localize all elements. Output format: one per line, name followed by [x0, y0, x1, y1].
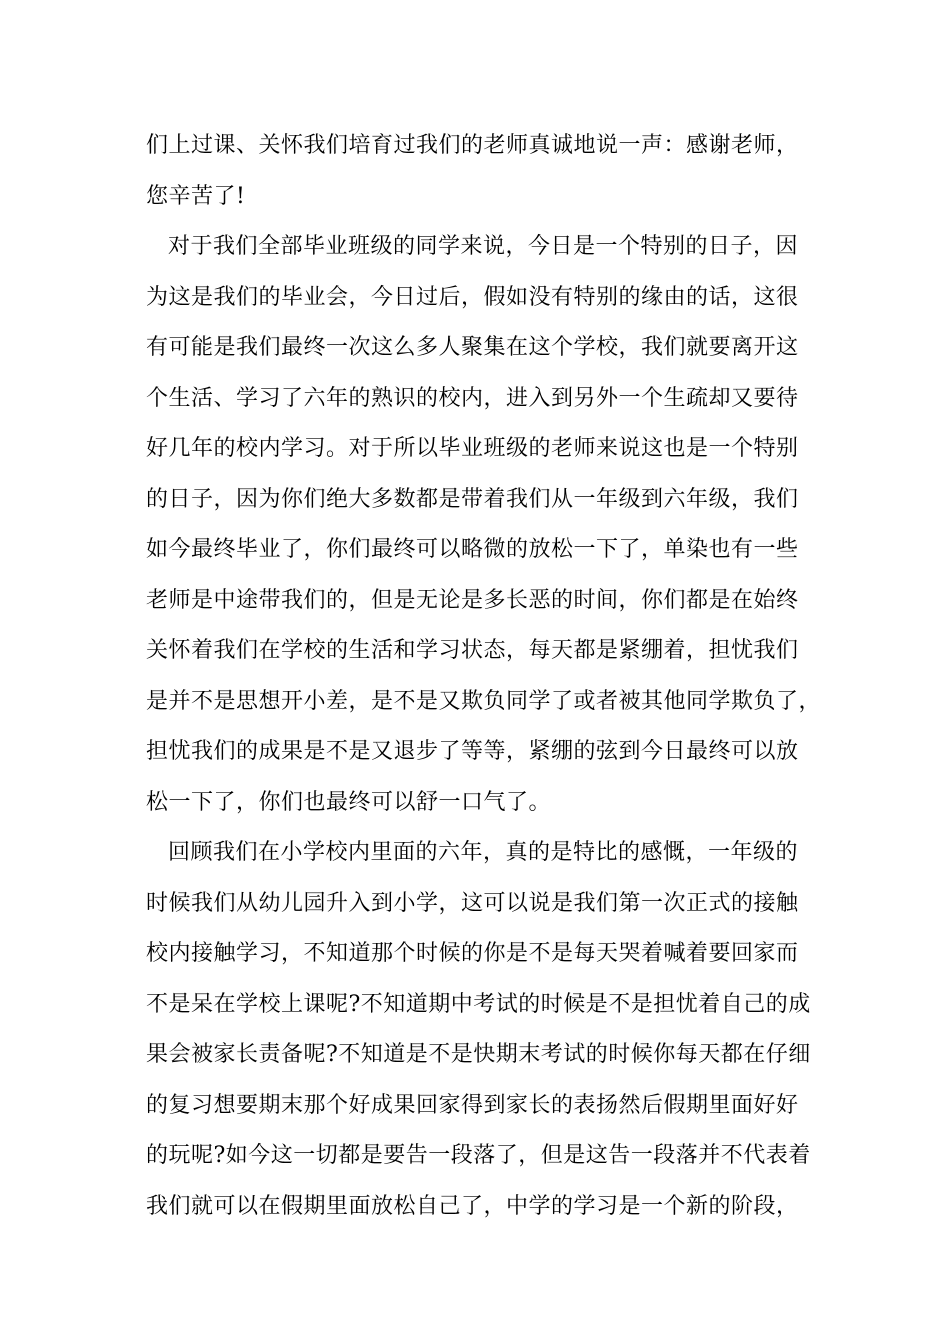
text-line: 为这是我们的毕业会，今日过后，假如没有特别的缘由的话，这很: [146, 284, 799, 310]
text-line: 老师是中途带我们的，但是无论是多长恶的时间，你们都是在始终: [146, 587, 799, 613]
document-body: [146, 127, 836, 1238]
text-line: 们上过课、关怀我们培育过我们的老师真诚地说一声：感谢老师，: [146, 133, 799, 158]
text-line: 不是呆在学校上课呢?不知道期中考试的时候是不是担忧着自己的成: [146, 991, 811, 1017]
text-line: 的日子，因为你们绝大多数都是带着我们从一年级到六年级，我们: [146, 486, 799, 512]
text-line: 如今最终毕业了，你们最终可以略微的放松一下了，单染也有一些: [146, 537, 799, 562]
text-line: 好几年的校内学习。对于所以毕业班级的老师来说这也是一个特别: [146, 436, 799, 461]
text-line: 松一下了，你们也最终可以舒一口气了。: [146, 789, 552, 815]
text-line: 是并不是思想开小差，是不是又欺负同学了或者被其他同学欺负了，: [146, 688, 822, 714]
text-line: 有可能是我们最终一次这么多人聚集在这个学校，我们就要离开这: [146, 335, 799, 360]
text-line: 我们就可以在假期里面放松自己了，中学的学习是一个新的阶段，: [146, 1193, 799, 1219]
text-line: 时候我们从幼儿园升入到小学，这可以说是我们第一次正式的接触: [146, 890, 799, 916]
paragraph-start-line: 对于我们全部毕业班级的同学来说，今日是一个特别的日子，因: [168, 234, 799, 259]
text-line: 果会被家长责备呢?不知道是不是快期末考试的时候你每天都在仔细: [146, 1042, 811, 1067]
paragraph-start-line: 回顾我们在小学校内里面的六年，真的是特比的感慨，一年级的: [168, 840, 799, 865]
text-line: 您辛苦了!: [146, 183, 246, 209]
text-line: 关怀着我们在学校的生活和学习状态，每天都是紧绷着，担忧我们: [146, 638, 799, 663]
text-line: 个生活、学习了六年的熟识的校内，进入到另外一个生疏却又要待: [146, 385, 799, 411]
text-line: 的玩呢?如今这一切都是要告一段落了，但是这告一段落并不代表着: [146, 1143, 811, 1168]
text-line: 担忧我们的成果是不是又退步了等等，紧绷的弦到今日最终可以放: [146, 739, 799, 764]
text-line: 的复习想要期末那个好成果回家得到家长的表扬然后假期里面好好: [146, 1092, 799, 1118]
text-line: 校内接触学习，不知道那个时候的你是不是每天哭着喊着要回家而: [146, 941, 799, 966]
